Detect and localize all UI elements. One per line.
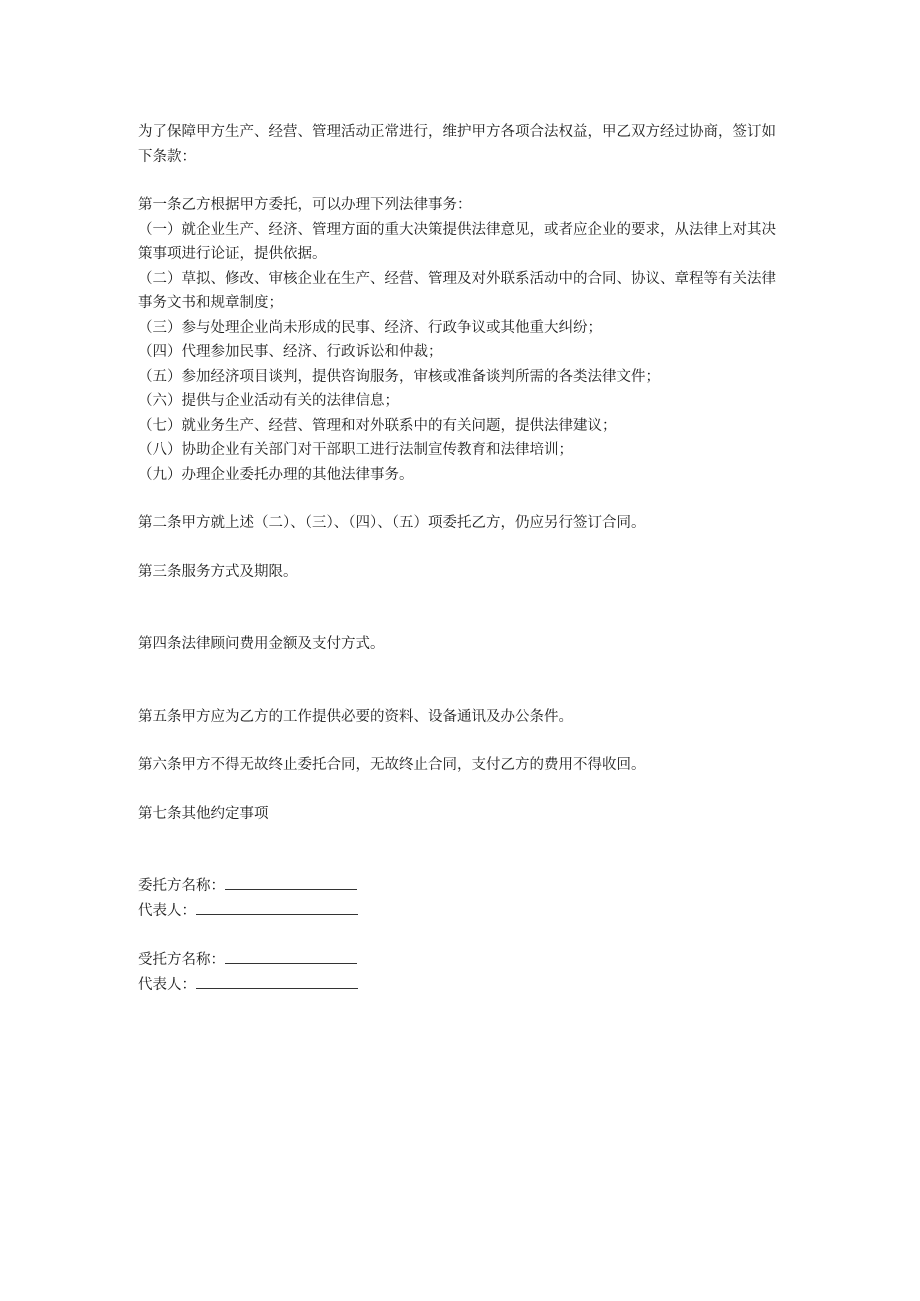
spacer [138, 924, 788, 948]
spacer [138, 657, 788, 705]
spacer [138, 536, 788, 560]
article-4: 第四条法律顾问费用金额及支付方式。 [138, 636, 385, 652]
agent-rep-label: 代表人： [138, 977, 196, 993]
contract-document [138, 120, 788, 998]
client-name-label: 委托方名称： [138, 878, 225, 894]
article-1-item-3: （三）参与处理企业尚未形成的民事、经济、行政争议或其他重大纠纷； [138, 319, 602, 336]
article-1-item-5: （五）参加经济项目谈判，提供咨询服务，审核或准备谈判所需的各类法律文件； [138, 368, 660, 385]
agent-rep-blank[interactable] [196, 973, 358, 989]
spacer [138, 487, 788, 511]
client-rep-row [138, 899, 788, 924]
spacer [138, 584, 788, 632]
client-rep-label: 代表人： [138, 903, 196, 919]
spacer [138, 778, 788, 802]
article-1-title: 第一条乙方根据甲方委托，可以办理下列法律事务： [138, 197, 472, 213]
article-5: 第五条甲方应为乙方的工作提供必要的资料、设备通讯及办公条件。 [138, 708, 573, 725]
article-3: 第三条服务方式及期限。 [138, 563, 298, 580]
article-1-item-7: （七）就业务生产、经营、管理和对外联系中的有关问题，提供法律建议； [138, 417, 617, 434]
article-1-item-1: （一）就企业生产、经济、管理方面的重大决策提供法律意见，或者应企业的要求，从法律上对其决策事项进行论证，提供依据。 [138, 221, 776, 262]
agent-rep-row [138, 973, 788, 998]
spacer [138, 729, 788, 753]
article-2: 第二条甲方就上述（二）、（三）、（四）、（五）项委托乙方，仍应另行签订合同。 [138, 515, 646, 531]
article-1-item-9: （九）办理企业委托办理的其他法律事务。 [138, 466, 414, 483]
article-1-item-8: （八）协助企业有关部门对干部职工进行法制宣传教育和法律培训； [138, 442, 573, 458]
agent-name-row [138, 948, 788, 973]
agent-name-blank[interactable] [225, 948, 357, 964]
spacer [138, 169, 788, 193]
intro-paragraph: 为了保障甲方生产、经营、管理活动正常进行，维护甲方各项合法权益，甲乙双方经过协商，签订如下条款： [138, 124, 776, 165]
article-1-item-4: （四）代理参加民事、经济、行政诉讼和仲裁； [138, 344, 443, 360]
spacer [138, 826, 788, 874]
agent-name-label: 受托方名称： [138, 952, 225, 968]
article-1-item-6: （六）提供与企业活动有关的法律信息； [138, 393, 399, 409]
article-7: 第七条其他约定事项 [138, 805, 269, 822]
article-6: 第六条甲方不得无故终止委托合同，无故终止合同，支付乙方的费用不得收回。 [138, 757, 646, 773]
client-rep-blank[interactable] [196, 899, 358, 915]
article-1-item-2: （二）草拟、修改、审核企业在生产、经营、管理及对外联系活动中的合同、协议、章程等有关法律事务文书和规章制度； [138, 270, 776, 311]
client-name-blank[interactable] [225, 874, 357, 890]
client-name-row [138, 874, 788, 899]
